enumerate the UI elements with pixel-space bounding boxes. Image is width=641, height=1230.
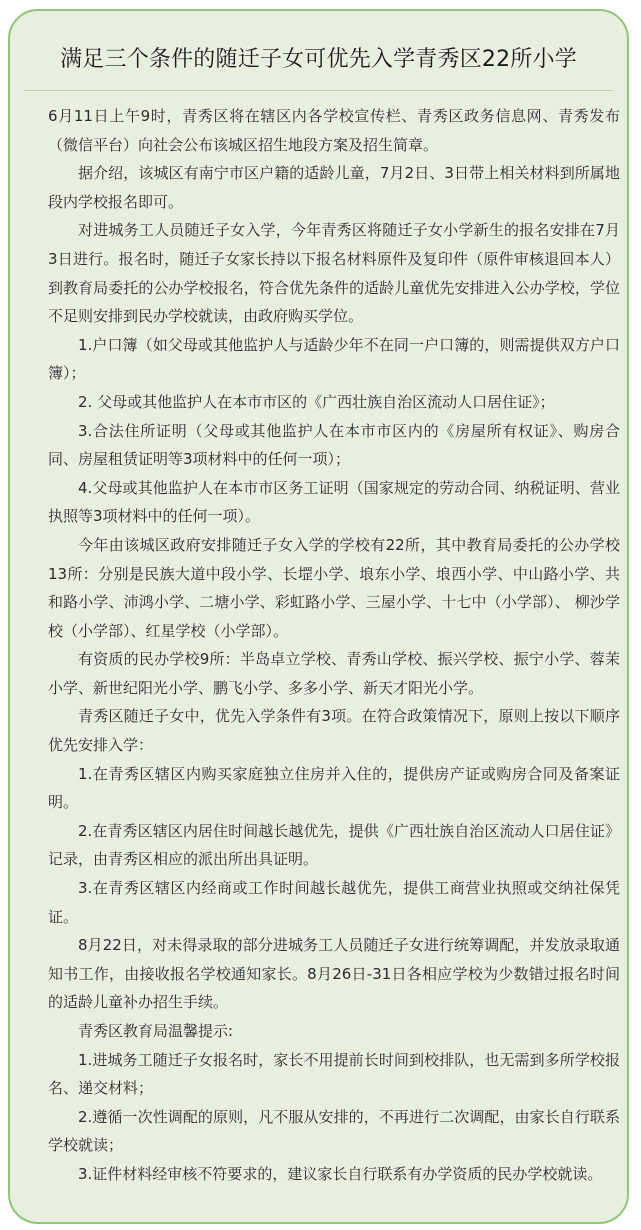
paragraph-tips-heading: 青秀区教育局温馨提示: — [78, 1022, 234, 1040]
paragraph-local-registration: 据介绍，该城区有南宁市区户籍的适龄儿童，7月2日、3日带上相关材料到所属地段内学校报名即可。 — [48, 164, 620, 211]
paragraph-announcement: 6月11日上午9时，青秀区将在辖区内各学校宣传栏、青秀区政务信息网、青秀发布（微信平台）向社会公布该城区招生地段方案及招生简章。 — [48, 107, 620, 154]
title-divider — [24, 90, 613, 91]
list-item-priority-3: 3.在青秀区辖区内经商或工作时间越长越优先，提供工商营业执照或交纳社保凭证。 — [48, 879, 620, 926]
list-item-priority-2: 2.在青秀区辖区内居住时间越长越优先，提供《广西壮族自治区流动人口居住证》记录，由青秀区相应的派出所出具证明。 — [48, 821, 620, 869]
paragraph-public-schools: 今年由该城区政府安排随迁子女入学的学校有22所，其中教育局委托的公办学校13所：分别是民族大道中段小学、长堽小学、埌东小学、埌西小学、中山路小学、共和路小学、沛鸿小学、二塘小学、彩虹路小学、三屋小学、十七中（小学部）、 柳沙学校（小学部）、红星学校（小学部）。 — [48, 535, 620, 640]
list-item-material-4: 4.父母或其他监护人在本市市区务工证明（国家规定的劳动合同、纳税证明、营业执照等3项材料中的任何一项）。 — [48, 478, 620, 526]
paragraph-priority-intro: 青秀区随迁子女中，优先入学条件有3项。在符合政策情况下，原则上按以下顺序优先安排入学： — [48, 707, 620, 755]
paragraph-private-schools: 有资质的民办学校9所：半岛卓立学校、青秀山学校、振兴学校、振宁小学、蓉茉小学、新世纪阳光小学、鹏飞小学、多多小学、新天才阳光小学。 — [48, 650, 620, 697]
list-item-material-3: 3.合法住所证明（父母或其他监护人在本市市区内的《房屋所有权证》、购房合同、房屋租赁证明等3项材料中的任何一项）； — [48, 421, 620, 469]
list-item-priority-1: 1.在青秀区辖区内购买家庭独立住房并入住的，提供房产证或购房合同及备案证明。 — [48, 764, 620, 812]
paragraph-migrant-registration: 对进城务工人员随迁子女入学，今年青秀区将随迁子女小学新生的报名安排在7月3日进行。报名时，随迁子女家长持以下报名材料原件及复印件（原件审核退回本人）到教育局委托的公办学校报名，符合优先条件的适龄儿童优先安排进入公办学校，学位不足则安排到民办学校就读，由政府购买学位。 — [48, 221, 620, 326]
list-item-material-1: 1.户口簿（如父母或其他监护人与适龄少年不在同一户口簿的，则需提供双方户口簿）； — [48, 335, 620, 383]
list-item-material-2: 2. 父母或其他监护人在本市市区的《广西壮族自治区流动人口居住证》； — [78, 392, 555, 411]
list-item-tip-2: 2.遵循一次性调配的原则，凡不服从安排的，不再进行二次调配，由家长自行联系学校就读； — [48, 1107, 620, 1155]
article-title: 满足三个条件的随迁子女可优先入学青秀区22所小学 — [60, 47, 577, 72]
list-item-tip-1: 1.进城务工随迁子女报名时，家长不用提前长时间到校排队，也无需到多所学校报名、递交材料； — [48, 1050, 620, 1098]
paragraph-allocation: 8月22日，对未得录取的部分进城务工人员随迁子女进行统筹调配，并发放录取通知书工作，由接收报名学校通知家长。8月26日-31日各相应学校为少数错过报名时间的适龄儿童补办招生手续。 — [48, 936, 620, 1012]
article-card — [8, 9, 629, 1224]
article-body — [48, 102, 620, 1189]
list-item-tip-3: 3.证件材料经审核不符要求的，建议家长自行联系有办学资质的民办学校就读。 — [78, 1164, 603, 1183]
